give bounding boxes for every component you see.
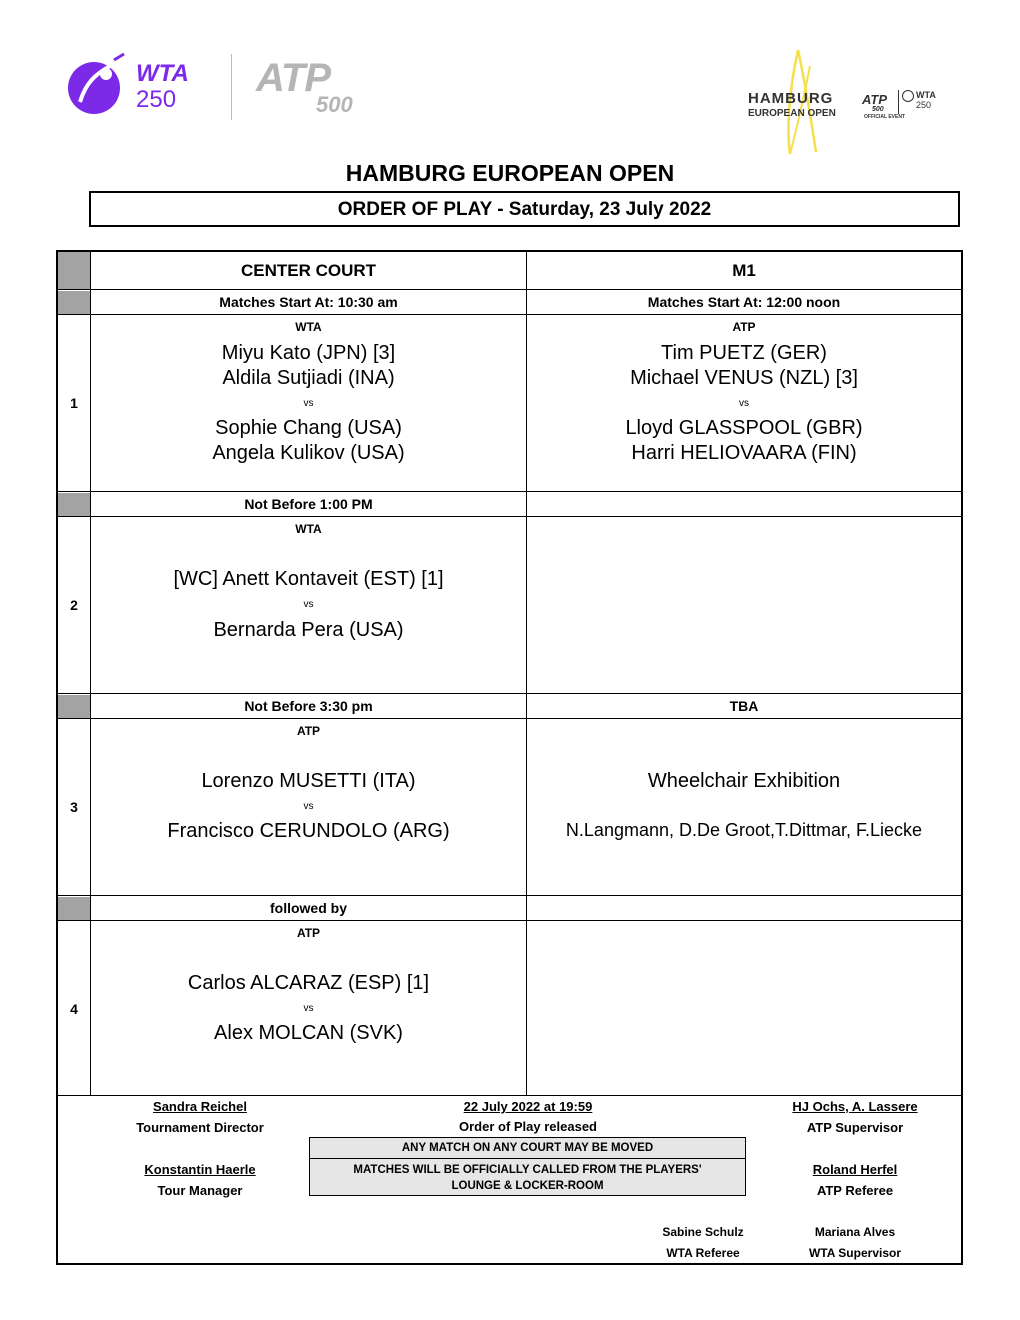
small-wta-level: 250 bbox=[916, 100, 932, 110]
row3-center-player: Lorenzo MUSETTI (ITA) bbox=[201, 770, 416, 792]
grid-line bbox=[58, 718, 961, 719]
court-header-center: CENTER COURT bbox=[240, 261, 377, 280]
tournament-director-name: Sandra Reichel bbox=[153, 1099, 247, 1114]
event-logo-line2: EUROPEAN OPEN bbox=[748, 108, 836, 119]
order-of-play-subtitle: ORDER OF PLAY - Saturday, 23 July 2022 bbox=[89, 191, 960, 227]
tournament-director-title: Tournament Director bbox=[136, 1120, 264, 1135]
grid-line bbox=[58, 920, 961, 921]
row3-center-tour: ATP bbox=[296, 724, 321, 738]
row3-m1-event-title: Wheelchair Exhibition bbox=[647, 770, 841, 792]
atp-referee-title: ATP Referee bbox=[816, 1183, 894, 1198]
row3-marker-cell bbox=[58, 695, 90, 718]
logo-divider bbox=[231, 54, 232, 120]
grid-line bbox=[58, 1095, 961, 1096]
small-wta-icon bbox=[902, 90, 914, 102]
row4-marker-cell bbox=[58, 897, 90, 920]
release-label: Order of Play released bbox=[458, 1119, 597, 1134]
atp-logo-level: 500 bbox=[316, 92, 353, 117]
atp-supervisor-title: ATP Supervisor bbox=[806, 1120, 904, 1135]
row1-marker-cell bbox=[58, 291, 90, 314]
row3-center-start-time: Not Before 3:30 pm bbox=[244, 698, 373, 714]
row2-center-player: [WC] Anett Kontaveit (EST) [1] bbox=[173, 568, 444, 590]
row1-m1-tour: ATP bbox=[732, 320, 756, 334]
wta-referee-title: WTA Referee bbox=[666, 1246, 740, 1260]
atp-supervisor-name: HJ Ochs, A. Lassere bbox=[792, 1099, 918, 1114]
row4-center-start-time: followed by bbox=[270, 900, 347, 916]
small-atp-logo: ATP bbox=[862, 92, 888, 107]
row-number-2: 2 bbox=[70, 597, 78, 613]
grid-line bbox=[58, 516, 961, 517]
official-event-label: OFFICIAL EVENT bbox=[864, 114, 906, 120]
row1-center-player: Sophie Chang (USA) bbox=[215, 417, 402, 439]
row4-center-vs: vs bbox=[303, 1003, 314, 1014]
release-datetime: 22 July 2022 at 19:59 bbox=[463, 1099, 593, 1114]
tour-manager-title: Tour Manager bbox=[157, 1183, 243, 1198]
row3-m1-start-time: TBA bbox=[729, 698, 759, 714]
row2-center-vs: vs bbox=[303, 599, 314, 610]
wta-referee-name: Sabine Schulz bbox=[662, 1225, 744, 1239]
event-logo-line1: HAMBURG bbox=[748, 90, 834, 107]
row1-m1-player: Harri HELIOVAARA (FIN) bbox=[631, 442, 857, 464]
grid-line bbox=[58, 693, 961, 694]
grid-line bbox=[58, 314, 961, 315]
tour-manager-name: Konstantin Haerle bbox=[144, 1162, 256, 1177]
court-header-m1: M1 bbox=[732, 261, 756, 280]
row1-m1-start-time: Matches Start At: 12:00 noon bbox=[647, 294, 841, 310]
row1-center-vs: vs bbox=[303, 398, 314, 409]
row4-center-player: Alex MOLCAN (SVK) bbox=[214, 1022, 403, 1044]
grid-line bbox=[58, 491, 961, 492]
row1-center-player: Angela Kulikov (USA) bbox=[212, 442, 405, 464]
small-logo-divider bbox=[898, 90, 899, 114]
notice-called-line2: LOUNGE & LOCKER-ROOM bbox=[451, 1180, 604, 1192]
row-number-1: 1 bbox=[70, 395, 78, 411]
wta-supervisor-title: WTA Supervisor bbox=[808, 1246, 901, 1260]
row1-m1-vs: vs bbox=[739, 398, 749, 409]
row4-center-player: Carlos ALCARAZ (ESP) [1] bbox=[187, 972, 430, 994]
row1-center-player: Miyu Kato (JPN) [3] bbox=[221, 342, 396, 364]
page-title: HAMBURG EUROPEAN OPEN bbox=[345, 160, 675, 186]
atp-logo-text: ATP bbox=[256, 56, 331, 100]
atp-referee-name: Roland Herfel bbox=[812, 1162, 898, 1177]
row1-center-start-time: Matches Start At: 10:30 am bbox=[219, 294, 398, 310]
wta-supervisor-name: Mariana Alves bbox=[814, 1225, 896, 1239]
schedule-grid bbox=[56, 250, 963, 1265]
row2-center-start-time: Not Before 1:00 PM bbox=[244, 496, 373, 512]
row3-center-player: Francisco CERUNDOLO (ARG) bbox=[167, 820, 450, 842]
grid-line bbox=[58, 289, 961, 290]
corner-cell bbox=[58, 252, 90, 289]
notice-called-lounge bbox=[309, 1158, 746, 1196]
notice-called-line1: MATCHES WILL BE OFFICIALLY CALLED FROM THE PLAYERS' bbox=[353, 1164, 702, 1176]
row1-center-tour: WTA bbox=[295, 320, 322, 334]
row-number-3: 3 bbox=[70, 799, 78, 815]
row2-marker-cell bbox=[58, 493, 90, 516]
small-atp-level: 500 bbox=[872, 106, 884, 113]
small-wta-logo: WTA bbox=[916, 90, 936, 100]
notice-match-moved: ANY MATCH ON ANY COURT MAY BE MOVED bbox=[309, 1137, 746, 1159]
wta-atp-logos bbox=[66, 52, 376, 122]
row2-center-tour: WTA bbox=[295, 522, 322, 536]
row3-m1-players: N.Langmann, D.De Groot,T.Dittmar, F.Liecke bbox=[565, 820, 923, 840]
row1-m1-player: Lloyd GLASSPOOL (GBR) bbox=[625, 417, 863, 439]
row2-center-player: Bernarda Pera (USA) bbox=[213, 619, 404, 641]
hamburg-event-logo bbox=[740, 46, 965, 158]
row1-m1-player: Michael VENUS (NZL) [3] bbox=[630, 367, 858, 389]
wta-logo-level: 250 bbox=[136, 86, 177, 113]
wta-logo-text: WTA bbox=[136, 60, 189, 87]
row1-center-player: Aldila Sutjiadi (INA) bbox=[222, 367, 395, 389]
grid-line bbox=[58, 895, 961, 896]
row4-center-tour: ATP bbox=[296, 926, 321, 940]
row-number-4: 4 bbox=[70, 1001, 78, 1017]
row3-center-vs: vs bbox=[303, 801, 314, 812]
row1-m1-player: Tim PUETZ (GER) bbox=[661, 342, 827, 364]
